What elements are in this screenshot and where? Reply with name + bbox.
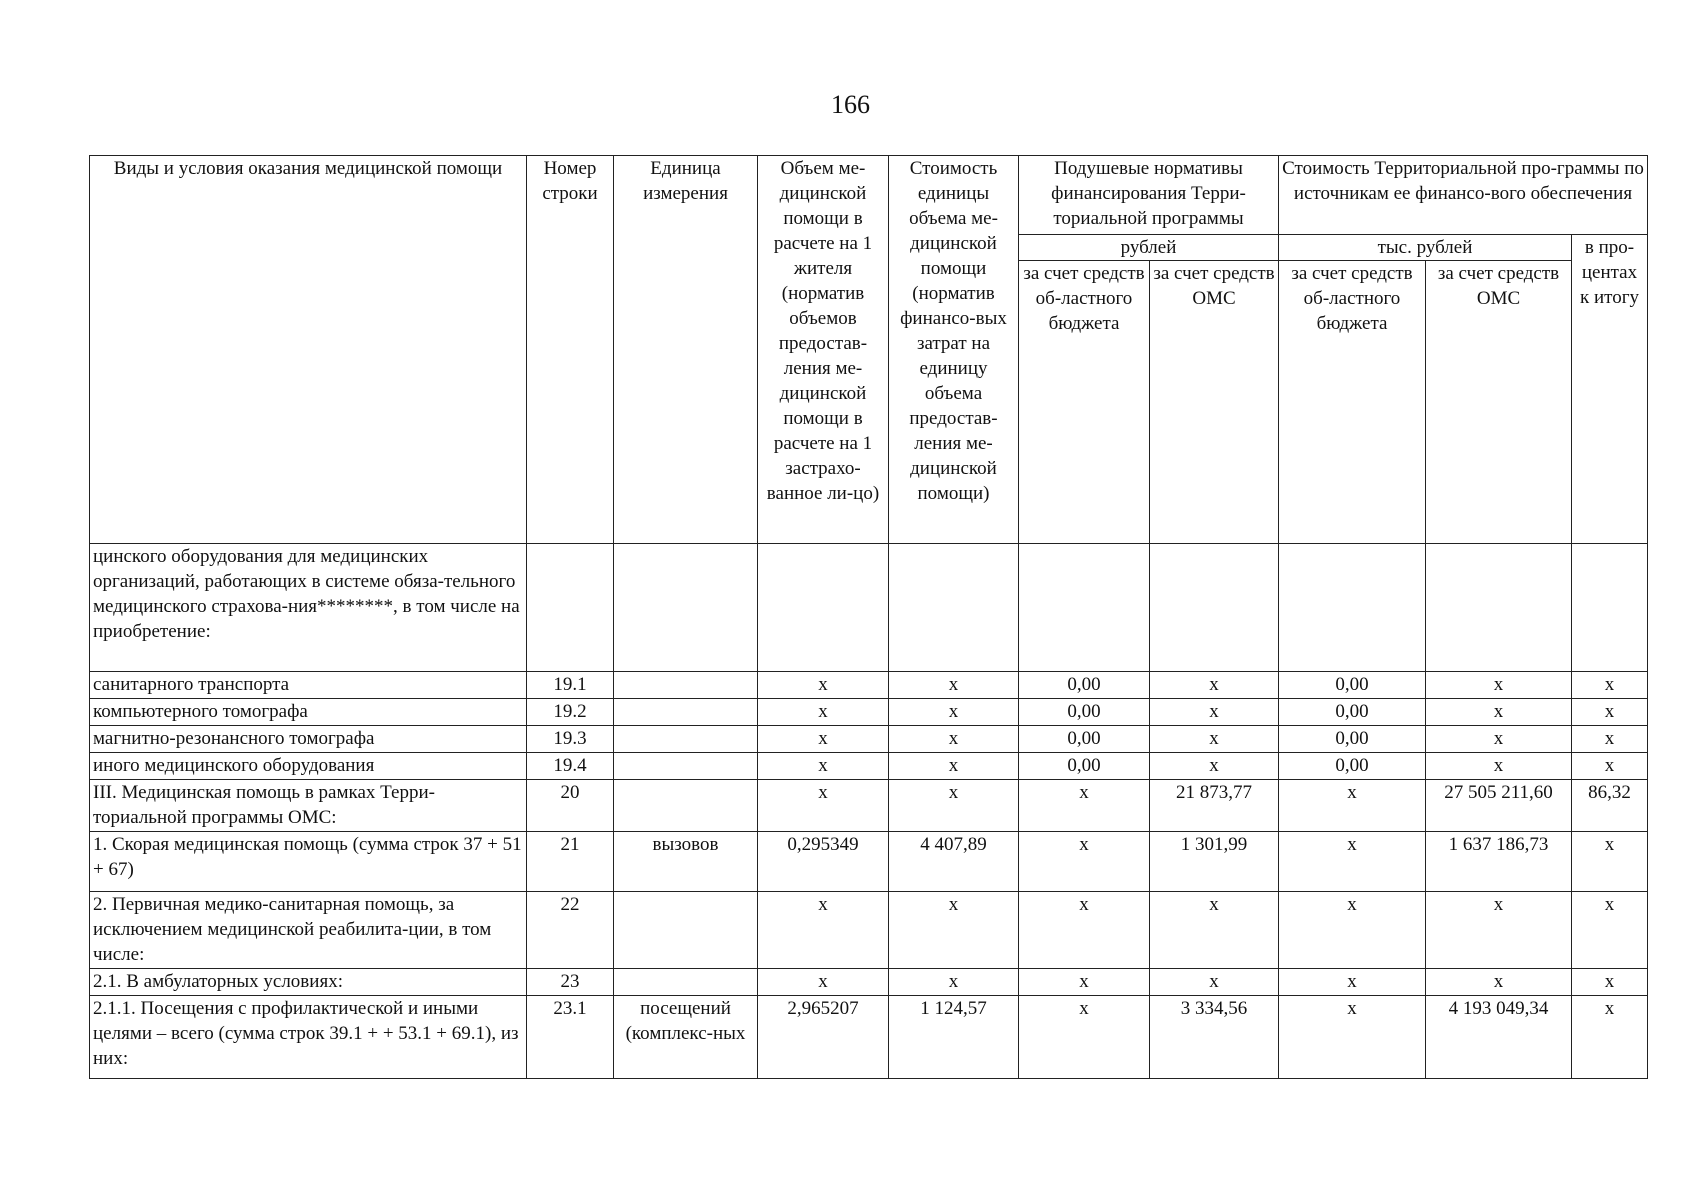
- cell-pr-budget: х: [1279, 832, 1426, 892]
- cell-percent: х: [1572, 892, 1648, 969]
- cell-kind: 2. Первичная медико-санитарная помощь, за исключением медицинской реабилита-ции, в том числе:: [90, 892, 527, 969]
- cell-row-number: [527, 544, 614, 672]
- header-pr-oms: за счет средств ОМС: [1426, 261, 1572, 544]
- cell-pr-oms: х: [1426, 699, 1572, 726]
- cell-pr-budget: 0,00: [1279, 726, 1426, 753]
- cell-pc-oms: х: [1150, 892, 1279, 969]
- cell-pc-budget: 0,00: [1019, 699, 1150, 726]
- cell-percent: х: [1572, 672, 1648, 699]
- cell-unit: [614, 892, 758, 969]
- cell-pr-oms: х: [1426, 672, 1572, 699]
- cell-pr-oms: х: [1426, 753, 1572, 780]
- table-row: [90, 969, 1648, 996]
- cell-percent: х: [1572, 699, 1648, 726]
- cell-pc-budget: х: [1019, 892, 1150, 969]
- cell-unit: [614, 969, 758, 996]
- cell-kind: санитарного транспорта: [90, 672, 527, 699]
- header-row-number: Номер строки: [527, 156, 614, 544]
- header-volume: Объем ме-дицинской помощи в расчете на 1 жителя (норматив объемов предостав-ления ме-дицинской помощи в расчете на 1 застрахо-ванное ли-цо): [758, 156, 889, 544]
- cell-cost: х: [889, 780, 1019, 832]
- cell-volume: 2,965207: [758, 996, 889, 1079]
- cell-pc-oms: х: [1150, 969, 1279, 996]
- header-kind: Виды и условия оказания медицинской помощи: [90, 156, 527, 544]
- cell-volume: х: [758, 672, 889, 699]
- cell-pc-budget: х: [1019, 969, 1150, 996]
- table-row: [90, 753, 1648, 780]
- cell-kind: компьютерного томографа: [90, 699, 527, 726]
- cell-volume: [758, 544, 889, 672]
- cell-pr-budget: 0,00: [1279, 672, 1426, 699]
- cell-pr-oms: 4 193 049,34: [1426, 996, 1572, 1079]
- cell-pc-oms: 1 301,99: [1150, 832, 1279, 892]
- cell-pr-budget: х: [1279, 780, 1426, 832]
- cell-pc-oms: 3 334,56: [1150, 996, 1279, 1079]
- cell-volume: 0,295349: [758, 832, 889, 892]
- table-row: [90, 544, 1648, 672]
- cell-kind: цинского оборудования для медицинских организаций, работающих в системе обяза-тельного медицинского страхова-ния********, в том числе на приобретение:: [90, 544, 527, 672]
- cell-row-number: 21: [527, 832, 614, 892]
- cell-row-number: 23.1: [527, 996, 614, 1079]
- cell-pc-budget: х: [1019, 996, 1150, 1079]
- cell-cost: х: [889, 892, 1019, 969]
- cell-unit: [614, 544, 758, 672]
- header-pc-oms: за счет средств ОМС: [1150, 261, 1279, 544]
- cell-cost: х: [889, 726, 1019, 753]
- cell-pr-budget: х: [1279, 969, 1426, 996]
- cell-volume: х: [758, 726, 889, 753]
- cell-percent: 86,32: [1572, 780, 1648, 832]
- cell-pc-oms: х: [1150, 753, 1279, 780]
- cell-pr-oms: х: [1426, 892, 1572, 969]
- cell-row-number: 22: [527, 892, 614, 969]
- cell-unit: [614, 780, 758, 832]
- cell-percent: х: [1572, 969, 1648, 996]
- cell-cost: 4 407,89: [889, 832, 1019, 892]
- cell-cost: [889, 544, 1019, 672]
- cell-pr-budget: 0,00: [1279, 753, 1426, 780]
- cell-pc-oms: х: [1150, 699, 1279, 726]
- cell-row-number: 20: [527, 780, 614, 832]
- cell-pr-budget: 0,00: [1279, 699, 1426, 726]
- header-row-1: [90, 156, 1648, 235]
- cell-unit: [614, 672, 758, 699]
- medical-care-table: [89, 155, 1648, 1079]
- cell-pc-oms: 21 873,77: [1150, 780, 1279, 832]
- cell-percent: х: [1572, 726, 1648, 753]
- table-row: [90, 726, 1648, 753]
- cell-pc-budget: 0,00: [1019, 726, 1150, 753]
- cell-row-number: 23: [527, 969, 614, 996]
- cell-pr-oms: х: [1426, 969, 1572, 996]
- cell-row-number: 19.2: [527, 699, 614, 726]
- cell-row-number: 19.4: [527, 753, 614, 780]
- header-percent: в про-центах к итогу: [1572, 235, 1648, 544]
- page-number: 166: [831, 90, 870, 119]
- cell-kind: иного медицинского оборудования: [90, 753, 527, 780]
- cell-percent: [1572, 544, 1648, 672]
- table-row: [90, 672, 1648, 699]
- table-row: [90, 699, 1648, 726]
- cell-cost: х: [889, 672, 1019, 699]
- table-row: [90, 780, 1648, 832]
- table-row: [90, 996, 1648, 1079]
- cell-percent: х: [1572, 753, 1648, 780]
- cell-kind: 2.1.1. Посещения с профилактической и иными целями – всего (сумма строк 39.1 + + 53.1 + 69.1), из них:: [90, 996, 527, 1079]
- header-program-cost-unit: тыс. рублей: [1279, 235, 1572, 261]
- header-program-cost-group: Стоимость Территориальной про-граммы по источникам ее финансо-вого обеспечения: [1279, 156, 1648, 235]
- header-unit: Единица измерения: [614, 156, 758, 544]
- cell-cost: х: [889, 753, 1019, 780]
- cell-volume: х: [758, 892, 889, 969]
- cell-pc-budget: 0,00: [1019, 753, 1150, 780]
- cell-percent: х: [1572, 996, 1648, 1079]
- table-row: [90, 892, 1648, 969]
- cell-pr-oms: 1 637 186,73: [1426, 832, 1572, 892]
- cell-volume: х: [758, 780, 889, 832]
- cell-pc-oms: х: [1150, 726, 1279, 753]
- cell-pc-budget: х: [1019, 780, 1150, 832]
- cell-row-number: 19.1: [527, 672, 614, 699]
- header-per-capita-group: Подушевые нормативы финансирования Терри-ториальной программы: [1019, 156, 1279, 235]
- cell-pr-oms: 27 505 211,60: [1426, 780, 1572, 832]
- table-row: [90, 832, 1648, 892]
- cell-cost: 1 124,57: [889, 996, 1019, 1079]
- cell-pc-budget: [1019, 544, 1150, 672]
- cell-kind: магнитно-резонансного томографа: [90, 726, 527, 753]
- cell-pr-budget: х: [1279, 996, 1426, 1079]
- cell-pc-budget: 0,00: [1019, 672, 1150, 699]
- cell-pr-budget: х: [1279, 892, 1426, 969]
- cell-pc-budget: х: [1019, 832, 1150, 892]
- header-per-capita-unit: рублей: [1019, 235, 1279, 261]
- cell-pr-oms: х: [1426, 726, 1572, 753]
- header-pc-regional-budget: за счет средств об-ластного бюджета: [1019, 261, 1150, 544]
- cell-unit: [614, 753, 758, 780]
- cell-volume: х: [758, 753, 889, 780]
- cell-kind: 1. Скорая медицинская помощь (сумма строк 37 + 51 + 67): [90, 832, 527, 892]
- cell-volume: х: [758, 969, 889, 996]
- cell-row-number: 19.3: [527, 726, 614, 753]
- cell-pr-oms: [1426, 544, 1572, 672]
- cell-unit: посещений (комплекс-ных: [614, 996, 758, 1079]
- header-cost: Стоимость единицы объема ме-дицинской помощи (норматив финансо-вых затрат на единицу объема предостав-ления ме-дицинской помощи): [889, 156, 1019, 544]
- cell-pc-oms: х: [1150, 672, 1279, 699]
- cell-kind: III. Медицинская помощь в рамках Терри-ториальной программы ОМС:: [90, 780, 527, 832]
- cell-cost: х: [889, 969, 1019, 996]
- header-pr-regional-budget: за счет средств об-ластного бюджета: [1279, 261, 1426, 544]
- cell-pr-budget: [1279, 544, 1426, 672]
- cell-volume: х: [758, 699, 889, 726]
- cell-cost: х: [889, 699, 1019, 726]
- cell-percent: х: [1572, 832, 1648, 892]
- cell-unit: [614, 726, 758, 753]
- cell-unit: [614, 699, 758, 726]
- cell-unit: вызовов: [614, 832, 758, 892]
- cell-kind: 2.1. В амбулаторных условиях:: [90, 969, 527, 996]
- cell-pc-oms: [1150, 544, 1279, 672]
